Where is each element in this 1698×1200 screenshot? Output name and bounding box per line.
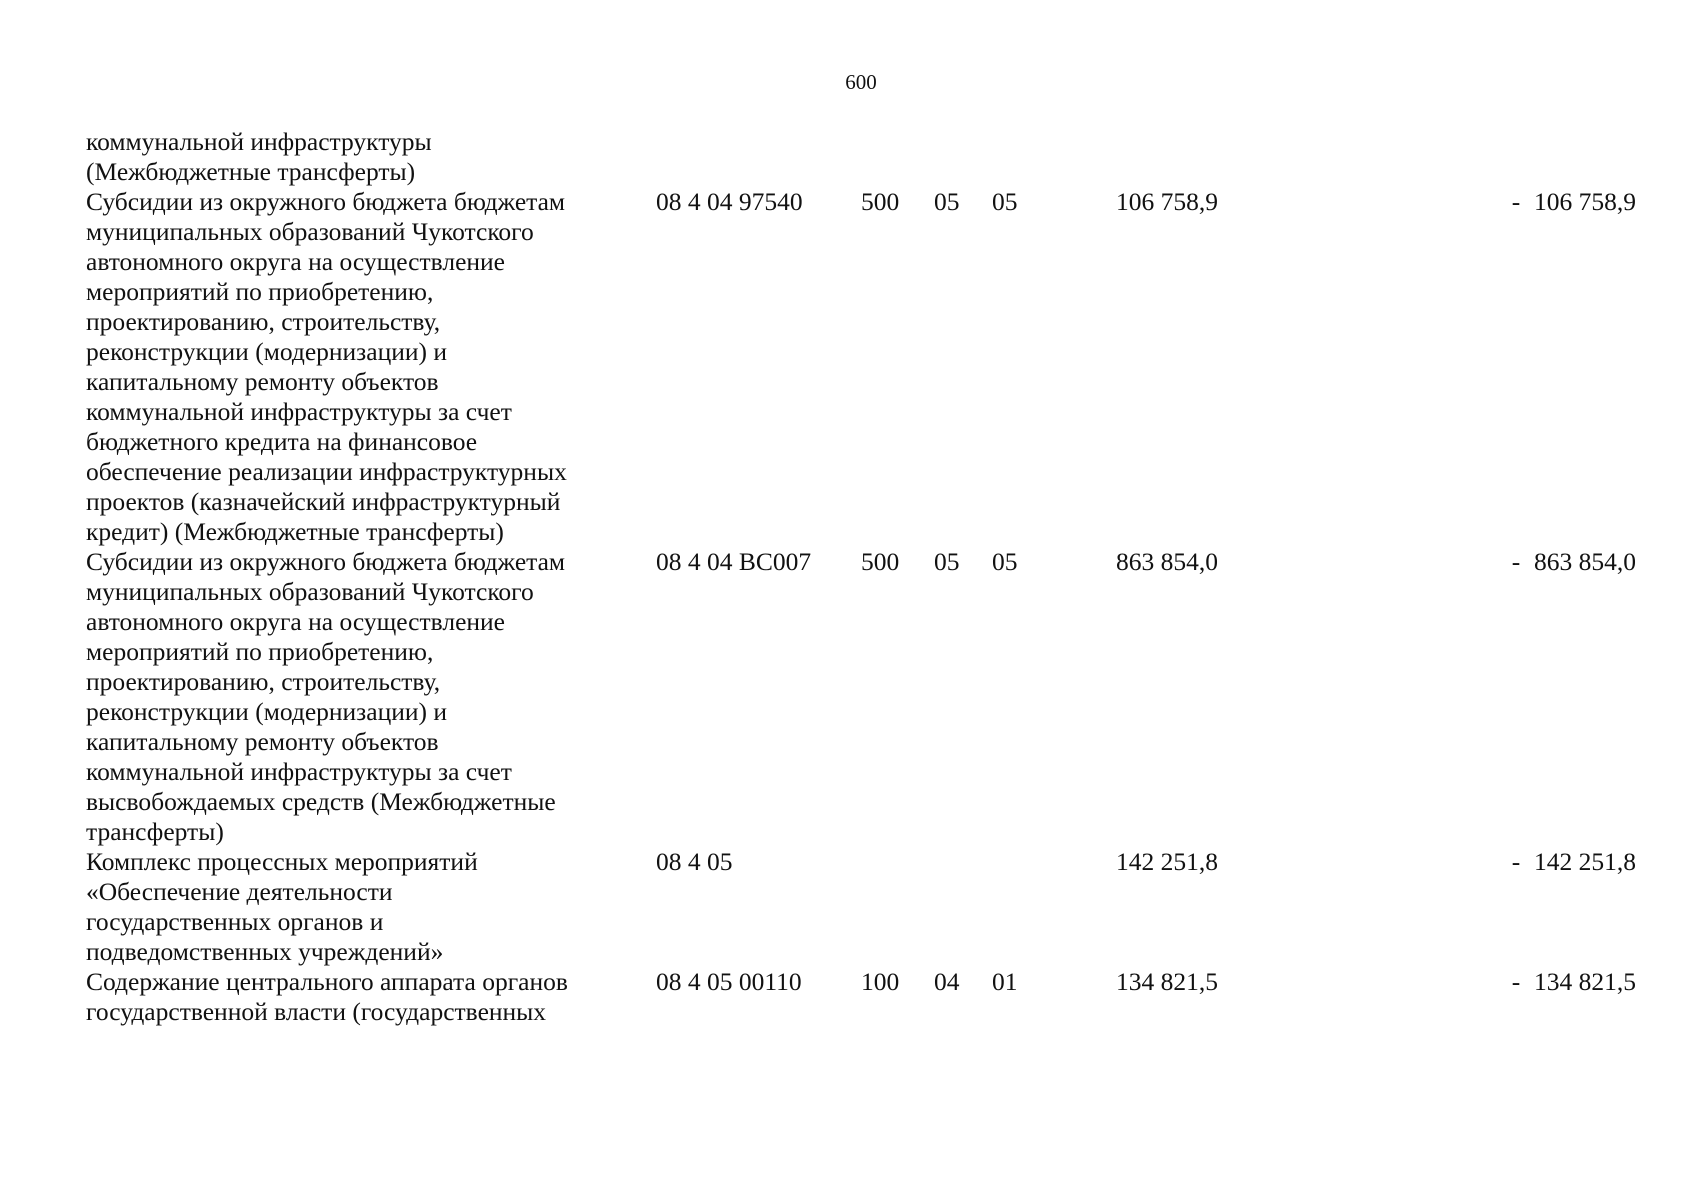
row-description: Субсидии из окружного бюджета бюджетам муниципальных образований Чукотского автономного округа на осуществление мероприятий по приобретению, проектированию, строительству, реконструкции (модернизации) и капитальному ремонту объектов коммунальной инфраструктуры за счет высвобождаемых средств (Межбюджетные трансферты)	[86, 547, 566, 846]
row-change: -	[1511, 967, 1521, 996]
row-total: 134 821,5	[1534, 967, 1636, 996]
row-code: 08 4 05	[656, 847, 733, 876]
row-amount: 863 854,0	[1116, 547, 1218, 576]
row-section: 05	[934, 187, 960, 216]
row-subsection: 05	[992, 187, 1018, 216]
row-change: -	[1511, 847, 1521, 876]
row-section: 05	[934, 547, 960, 576]
row-amount: 134 821,5	[1116, 967, 1218, 996]
row-amount: 106 758,9	[1116, 187, 1218, 216]
row-description: Комплекс процессных мероприятий «Обеспечение деятельности государственных органов и подведомственных учреждений»	[86, 847, 478, 966]
row-change: -	[1511, 187, 1521, 216]
row-description: Субсидии из окружного бюджета бюджетам муниципальных образований Чукотского автономного округа на осуществление мероприятий по приобретению, проектированию, строительству, реконструкции (модернизации) и капитальному ремонту объектов коммунальной инфраструктуры за счет бюджетного кредита на финансовое обеспечение реализации инфраструктурных проектов (казначейский инфраструктурный кредит) (Межбюджетные трансферты)	[86, 187, 567, 546]
row-expense-type: 500	[861, 547, 900, 576]
budget-table	[86, 127, 1636, 1027]
table-row	[86, 547, 1636, 847]
row-expense-type: 500	[861, 187, 900, 216]
page-number: 600	[845, 70, 877, 94]
row-expense-type: 100	[861, 967, 900, 996]
row-total: 142 251,8	[1534, 847, 1636, 876]
row-change: -	[1511, 547, 1521, 576]
row-subsection: 05	[992, 547, 1018, 576]
table-row	[86, 967, 1636, 1027]
row-total: 106 758,9	[1534, 187, 1636, 216]
row-code: 08 4 04 ВС007	[656, 547, 812, 576]
row-amount: 142 251,8	[1116, 847, 1218, 876]
row-code: 08 4 04 97540	[656, 187, 803, 216]
row-description: коммунальной инфраструктуры (Межбюджетные трансферты)	[86, 127, 432, 186]
table-row	[86, 847, 1636, 967]
table-row	[86, 127, 1626, 187]
row-description: Содержание центрального аппарата органов государственной власти (государственных	[86, 967, 568, 1026]
row-code: 08 4 05 00110	[656, 967, 802, 996]
table-row	[86, 187, 1636, 547]
row-subsection: 01	[992, 967, 1018, 996]
row-section: 04	[934, 967, 960, 996]
row-total: 863 854,0	[1534, 547, 1636, 576]
